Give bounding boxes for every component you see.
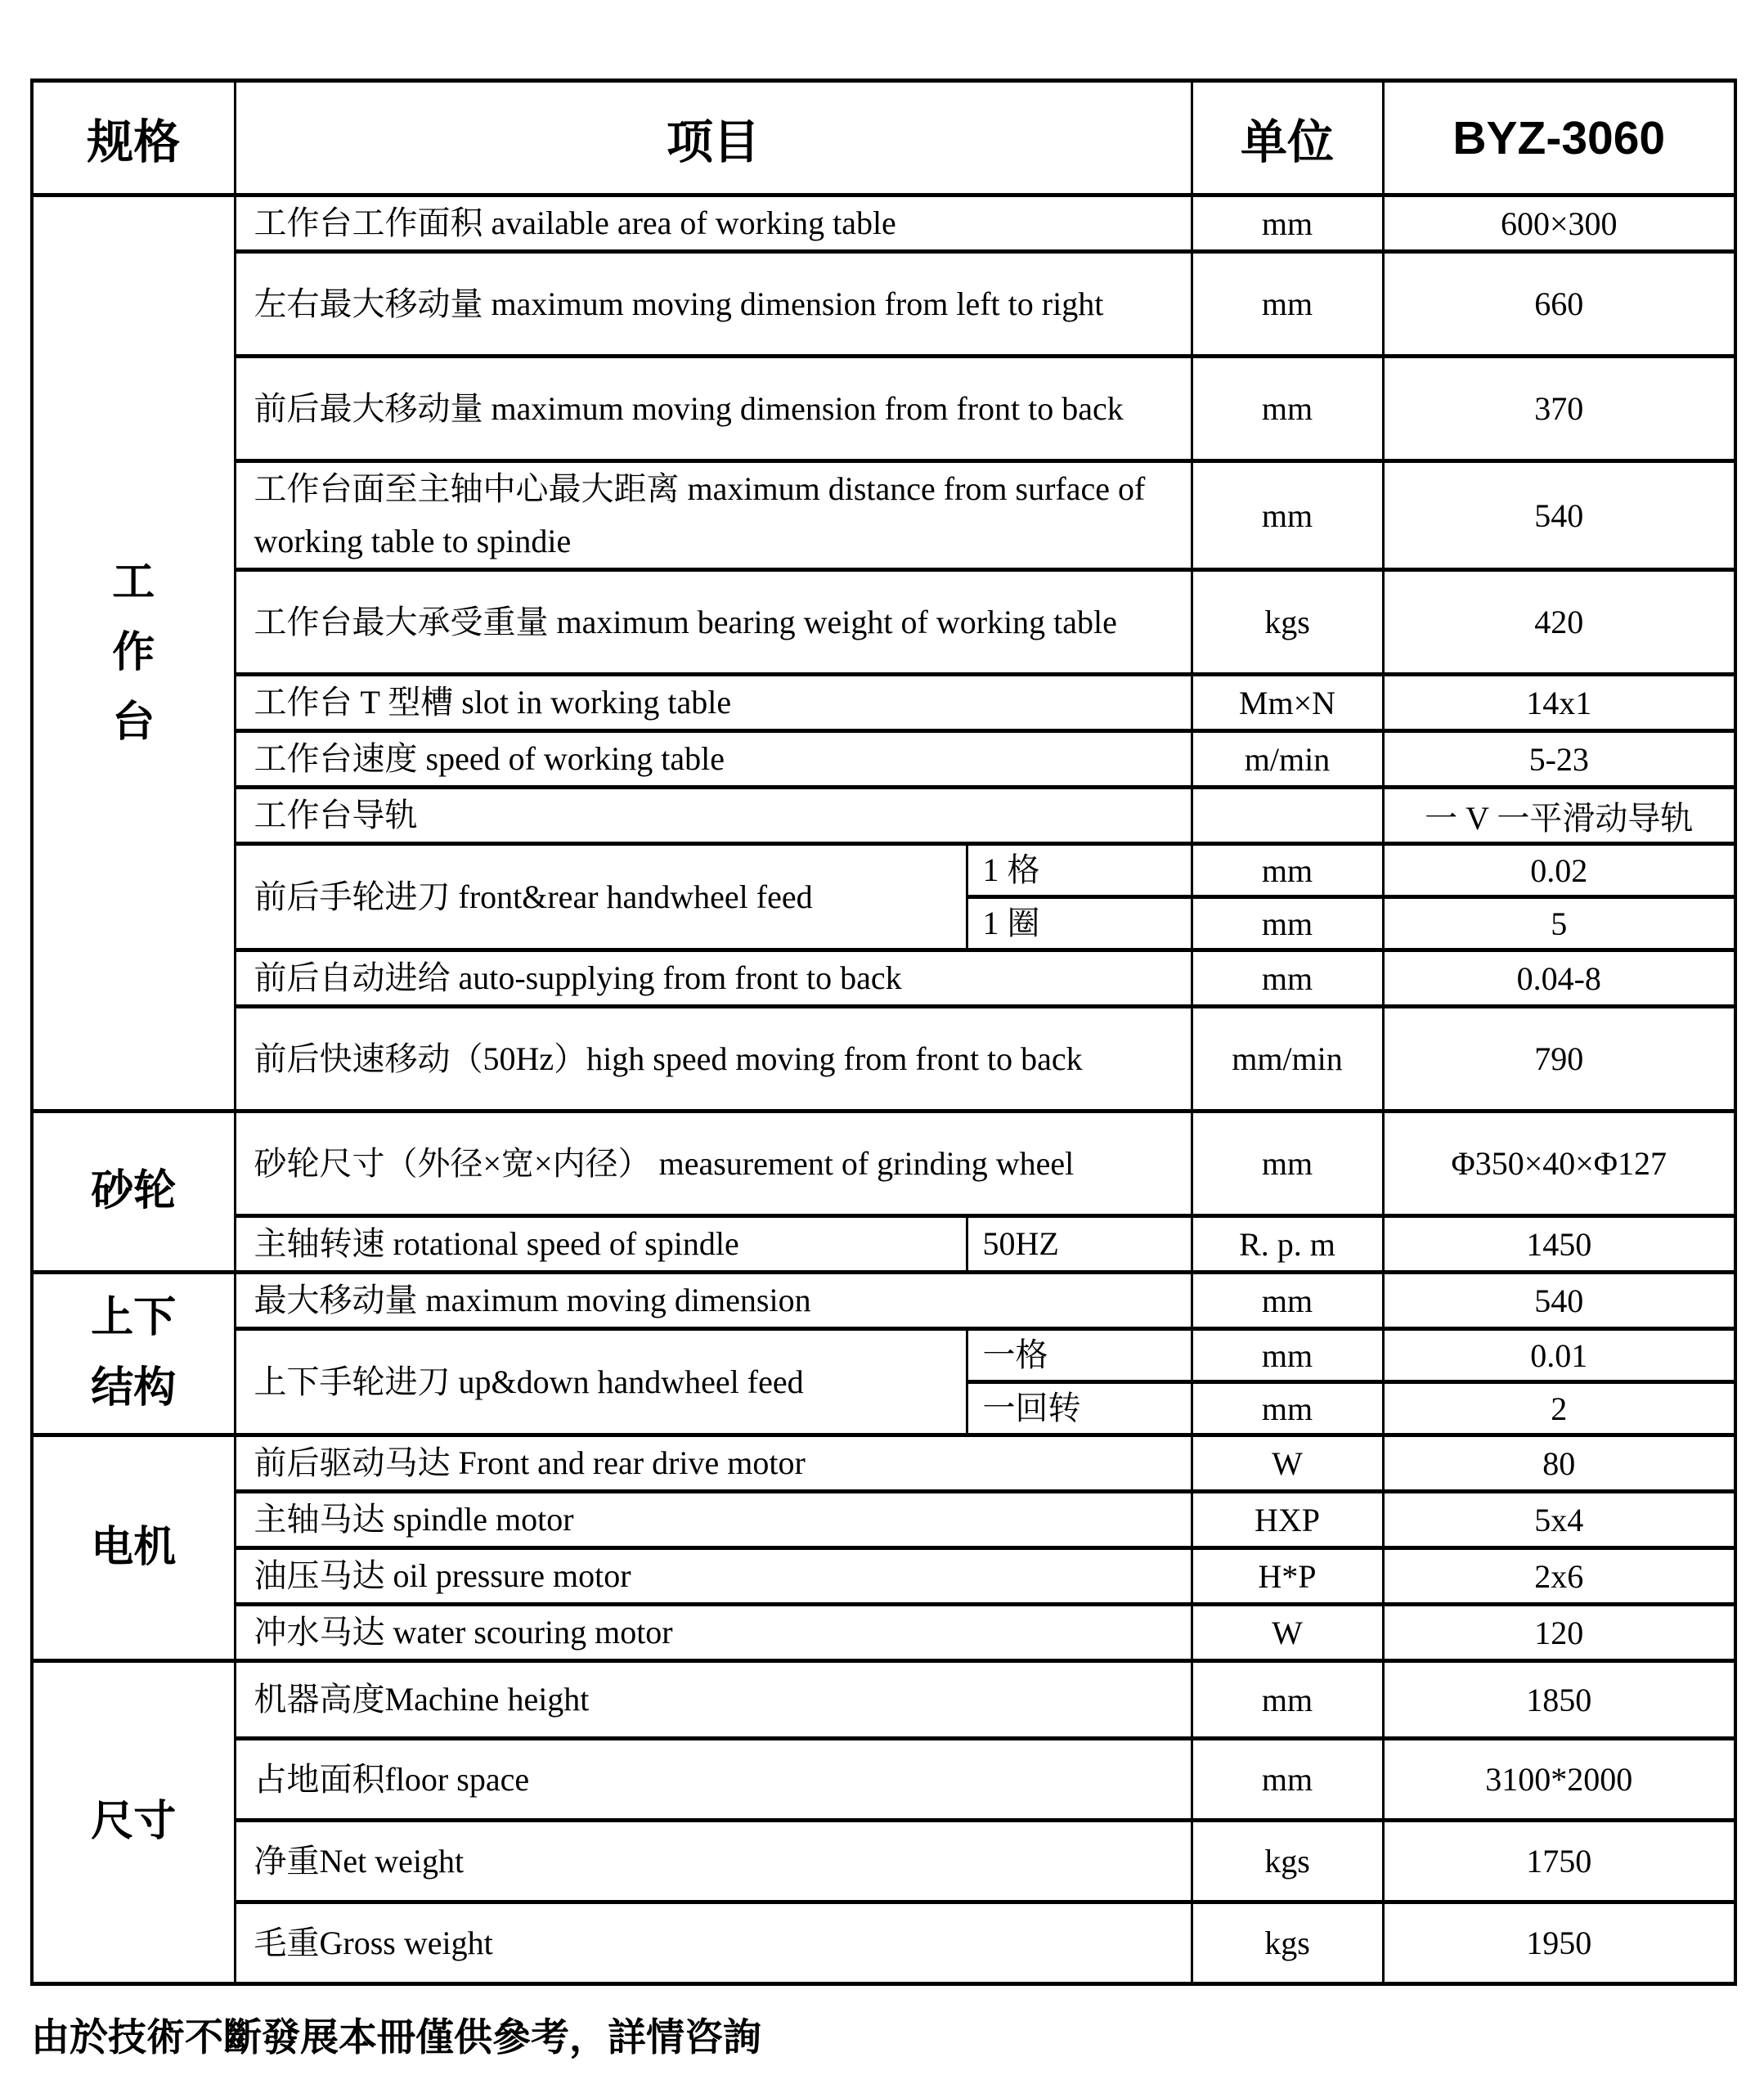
unit-cell: R. p. m bbox=[1192, 1216, 1383, 1273]
value-cell: 5 bbox=[1383, 897, 1735, 950]
unit-cell: m/min bbox=[1192, 731, 1383, 788]
value-cell: 3100*2000 bbox=[1383, 1739, 1735, 1821]
value-cell: 540 bbox=[1383, 461, 1735, 570]
value-cell: 0.02 bbox=[1383, 844, 1735, 897]
table-row bbox=[32, 675, 1735, 731]
unit-cell: mm bbox=[1192, 1329, 1383, 1382]
item-cell: 油压马达 oil pressure motor bbox=[235, 1548, 1192, 1605]
unit-cell: H*P bbox=[1192, 1548, 1383, 1605]
group-cell-wheel bbox=[32, 1112, 235, 1273]
group-cell-motor bbox=[32, 1435, 235, 1661]
header-spec: 规格 bbox=[32, 81, 235, 195]
unit-cell: kgs bbox=[1192, 1821, 1383, 1902]
value-cell: 1750 bbox=[1383, 1821, 1735, 1902]
value-cell: 370 bbox=[1383, 357, 1735, 461]
item-cell: 冲水马达 water scouring motor bbox=[235, 1605, 1192, 1661]
table-row bbox=[32, 1821, 1735, 1902]
table-row bbox=[32, 1548, 1735, 1605]
item-cell: 前后驱动马达 Front and rear drive motor bbox=[235, 1435, 1192, 1492]
item-cell: 前后手轮进刀 front&rear handwheel feed bbox=[235, 844, 967, 950]
item-cell: 工作台工作面积 available area of working table bbox=[235, 195, 1192, 252]
header-unit: 单位 bbox=[1192, 81, 1383, 195]
unit-cell: mm bbox=[1192, 1739, 1383, 1821]
header-item: 项目 bbox=[235, 81, 1192, 195]
value-cell: 1450 bbox=[1383, 1216, 1735, 1273]
value-cell: 80 bbox=[1383, 1435, 1735, 1492]
item-cell: 最大移动量 maximum moving dimension bbox=[235, 1273, 1192, 1329]
table-row bbox=[32, 252, 1735, 357]
table-row bbox=[32, 461, 1735, 570]
unit-cell: mm bbox=[1192, 1661, 1383, 1739]
subitem-cell: 一回转 bbox=[967, 1382, 1192, 1435]
item-cell: 工作台最大承受重量 maximum bearing weight of working table bbox=[235, 570, 1192, 675]
value-cell: 2x6 bbox=[1383, 1548, 1735, 1605]
item-cell: 前后快速移动（50Hz）high speed moving from front to back bbox=[235, 1007, 1192, 1112]
item-cell: 占地面积floor space bbox=[235, 1739, 1192, 1821]
group-label: 工作台 bbox=[112, 558, 155, 747]
unit-cell: mm bbox=[1192, 897, 1383, 950]
value-cell: Φ350×40×Φ127 bbox=[1383, 1112, 1735, 1216]
unit-cell: HXP bbox=[1192, 1492, 1383, 1548]
unit-cell: mm bbox=[1192, 357, 1383, 461]
subitem-cell: 50HZ bbox=[967, 1216, 1192, 1273]
item-cell: 前后最大移动量 maximum moving dimension from front to back bbox=[235, 357, 1192, 461]
item-cell: 机器高度Machine height bbox=[235, 1661, 1192, 1739]
table-row bbox=[32, 570, 1735, 675]
unit-cell: mm bbox=[1192, 461, 1383, 570]
item-cell: 工作台导轨 bbox=[235, 788, 1192, 844]
item-cell: 工作台速度 speed of working table bbox=[235, 731, 1192, 788]
table-row bbox=[32, 731, 1735, 788]
group-label: 砂轮 bbox=[91, 1167, 177, 1215]
unit-cell: W bbox=[1192, 1605, 1383, 1661]
item-cell: 砂轮尺寸（外径×宽×内径） measurement of grinding wheel bbox=[235, 1112, 1192, 1216]
unit-cell: kgs bbox=[1192, 1902, 1383, 1984]
table-row bbox=[32, 844, 1735, 897]
value-cell: 1950 bbox=[1383, 1902, 1735, 1984]
group-label: 电机 bbox=[91, 1523, 177, 1571]
value-cell: 120 bbox=[1383, 1605, 1735, 1661]
unit-cell: mm bbox=[1192, 1112, 1383, 1216]
item-cell: 毛重Gross weight bbox=[235, 1902, 1192, 1984]
group-cell-size bbox=[32, 1661, 235, 1984]
value-cell: 0.04-8 bbox=[1383, 950, 1735, 1007]
group-label: 上下结构 bbox=[91, 1294, 177, 1412]
table-row bbox=[32, 1739, 1735, 1821]
item-cell: 工作台 T 型槽 slot in working table bbox=[235, 675, 1192, 731]
item-cell: 上下手轮进刀 up&down handwheel feed bbox=[235, 1329, 967, 1435]
subitem-cell: 1 格 bbox=[967, 844, 1192, 897]
value-cell: 420 bbox=[1383, 570, 1735, 675]
item-cell: 前后自动进给 auto-supplying from front to back bbox=[235, 950, 1192, 1007]
unit-cell: mm bbox=[1192, 844, 1383, 897]
table-row bbox=[32, 1435, 1735, 1492]
table-row bbox=[32, 1007, 1735, 1112]
value-cell: 790 bbox=[1383, 1007, 1735, 1112]
table-row bbox=[32, 1492, 1735, 1548]
unit-cell: mm bbox=[1192, 950, 1383, 1007]
group-label: 尺寸 bbox=[91, 1798, 177, 1846]
subitem-cell: 1 圈 bbox=[967, 897, 1192, 950]
table-row bbox=[32, 1661, 1735, 1739]
item-cell: 主轴转速 rotational speed of spindle bbox=[235, 1216, 967, 1273]
value-cell: 660 bbox=[1383, 252, 1735, 357]
unit-cell bbox=[1192, 788, 1383, 844]
table-row bbox=[32, 1273, 1735, 1329]
table-row bbox=[32, 950, 1735, 1007]
value-cell: 600×300 bbox=[1383, 195, 1735, 252]
unit-cell: mm bbox=[1192, 195, 1383, 252]
unit-cell: mm/min bbox=[1192, 1007, 1383, 1112]
subitem-cell: 一格 bbox=[967, 1329, 1192, 1382]
group-cell-worktable bbox=[32, 195, 235, 1112]
table-row bbox=[32, 1902, 1735, 1984]
spec-sheet-page bbox=[0, 79, 1764, 2093]
spec-table bbox=[30, 79, 1737, 1986]
table-row bbox=[32, 788, 1735, 844]
table-row bbox=[32, 357, 1735, 461]
header-model: BYZ-3060 bbox=[1383, 81, 1735, 195]
value-cell: 一 V 一平滑动导轨 bbox=[1383, 788, 1735, 844]
value-cell: 5x4 bbox=[1383, 1492, 1735, 1548]
table-row bbox=[32, 1605, 1735, 1661]
table-row bbox=[32, 1216, 1735, 1273]
value-cell: 2 bbox=[1383, 1382, 1735, 1435]
table-row bbox=[32, 1112, 1735, 1216]
table-row bbox=[32, 195, 1735, 252]
header-row bbox=[32, 81, 1735, 195]
unit-cell: mm bbox=[1192, 1382, 1383, 1435]
item-cell: 净重Net weight bbox=[235, 1821, 1192, 1902]
value-cell: 5-23 bbox=[1383, 731, 1735, 788]
unit-cell: mm bbox=[1192, 252, 1383, 357]
unit-cell: Mm×N bbox=[1192, 675, 1383, 731]
item-cell: 主轴马达 spindle motor bbox=[235, 1492, 1192, 1548]
value-cell: 540 bbox=[1383, 1273, 1735, 1329]
item-cell: 工作台面至主轴中心最大距离 maximum distance from surface of working table to spindie bbox=[235, 461, 1192, 570]
value-cell: 0.01 bbox=[1383, 1329, 1735, 1382]
unit-cell: W bbox=[1192, 1435, 1383, 1492]
group-cell-updown bbox=[32, 1273, 235, 1435]
unit-cell: mm bbox=[1192, 1273, 1383, 1329]
footer-note: 由於技術不斷發展本冊僅供參考，詳情咨詢 bbox=[31, 2015, 761, 2059]
item-cell: 左右最大移动量 maximum moving dimension from left to right bbox=[235, 252, 1192, 357]
table-row bbox=[32, 1329, 1735, 1382]
unit-cell: kgs bbox=[1192, 570, 1383, 675]
value-cell: 1850 bbox=[1383, 1661, 1735, 1739]
value-cell: 14x1 bbox=[1383, 675, 1735, 731]
